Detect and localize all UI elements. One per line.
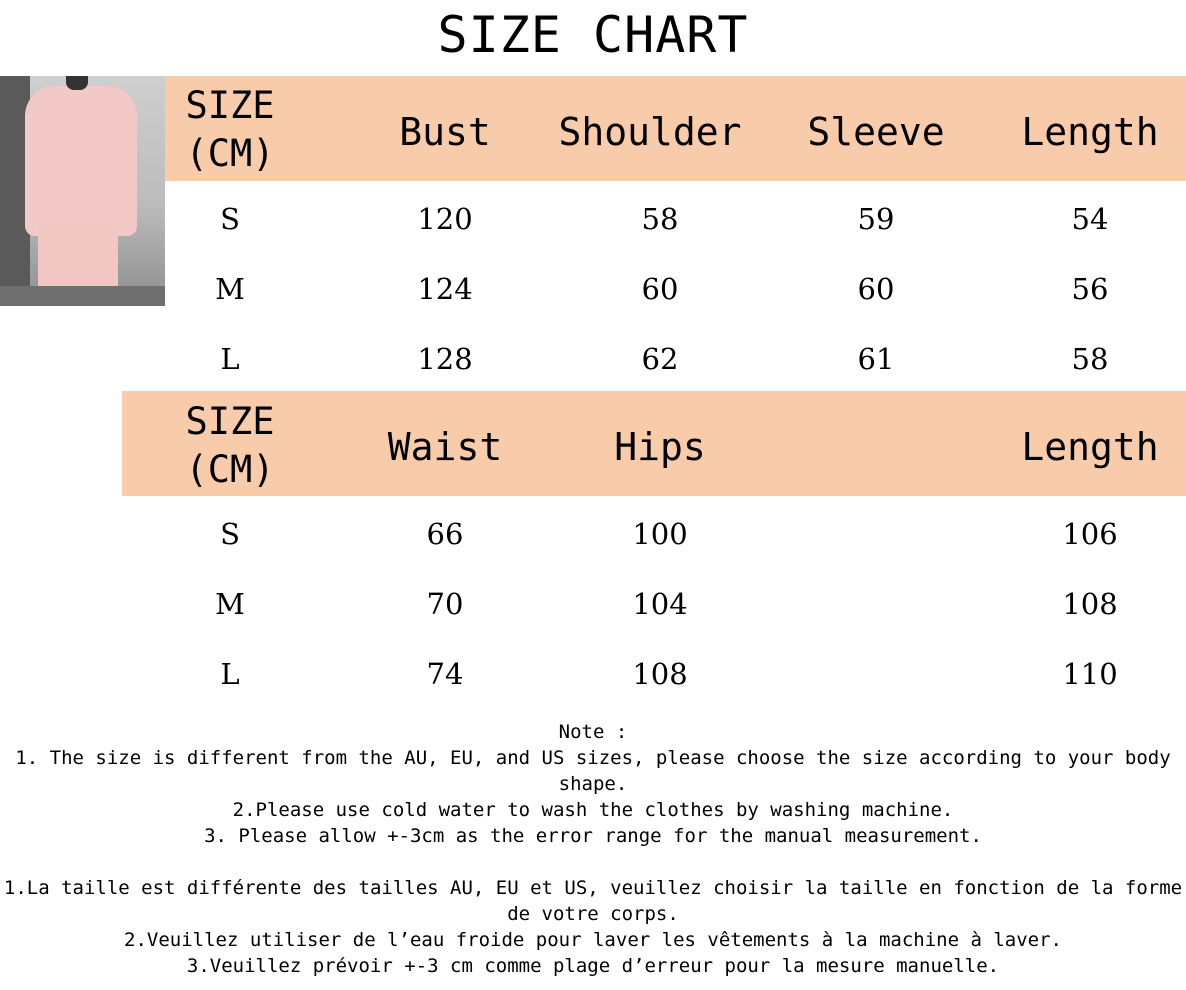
bottom-row-m-hips: 104 [632, 587, 688, 621]
top-row-l-sleeve: 61 [857, 342, 895, 376]
bottom-row-l-hips: 108 [632, 657, 688, 691]
note-fr-3: 3.Veuillez prévoir +-3 cm comme plage d’erreur pour la mesure manuelle. [186, 955, 1000, 977]
top-row-m-sleeve: 60 [857, 272, 895, 306]
note-en-3: 3. Please allow +-3cm as the error range for the manual measurement. [204, 825, 982, 847]
top-row-s-length: 54 [1071, 202, 1109, 236]
top-row-m-length: 56 [1071, 272, 1109, 306]
bottom-row-m-size: M [215, 587, 245, 621]
note-en-2: 2.Please use cold water to wash the clothes by washing machine. [232, 799, 954, 821]
top-size-header: SIZE (CM) [185, 84, 275, 175]
bottom-header-hips: Hips [614, 425, 706, 469]
bottom-row-s-length: 106 [1062, 517, 1118, 551]
bottom-header-waist: Waist [387, 425, 503, 469]
top-row-s-shoulder: 58 [641, 202, 679, 236]
top-header-bust: Bust [399, 110, 491, 154]
top-header-length: Length [1021, 110, 1159, 154]
top-row-s-size: S [220, 202, 240, 236]
notes-spacer [0, 849, 1186, 875]
bottom-row-m-waist: 70 [426, 587, 464, 621]
top-row-m-shoulder: 60 [641, 272, 679, 306]
notes-section [0, 719, 1186, 979]
top-row-l-bust: 128 [417, 342, 473, 376]
bottom-row-s-waist: 66 [426, 517, 464, 551]
top-header-shoulder: Shoulder [558, 110, 742, 154]
note-fr-1: 1.La taille est différente des tailles AU, EU et US, veuillez choisir la taille en fonction de la forme de votre corps. [3, 877, 1183, 925]
bottom-size-header: SIZE (CM) [185, 400, 275, 491]
bottom-header-length: Length [1021, 425, 1159, 469]
note-fr-2: 2.Veuillez utiliser de l’eau froide pour laver les vêtements à la machine à laver. [124, 929, 1062, 951]
note-en-1: 1. The size is different from the AU, EU, and US sizes, please choose the size according to your body shape. [15, 747, 1171, 795]
top-row-l-size: L [220, 342, 240, 376]
bottom-row-l-waist: 74 [426, 657, 464, 691]
bottom-row-m-length: 108 [1062, 587, 1118, 621]
top-row-s-sleeve: 59 [857, 202, 895, 236]
top-row-s-bust: 120 [417, 202, 473, 236]
top-row-m-bust: 124 [417, 272, 473, 306]
notes-heading: Note : [558, 721, 628, 743]
top-row-m-size: M [215, 272, 245, 306]
top-row-l-length: 58 [1071, 342, 1109, 376]
bottom-row-l-length: 110 [1062, 657, 1118, 691]
top-row-l-shoulder: 62 [641, 342, 679, 376]
model-photo [0, 76, 165, 306]
top-header-sleeve: Sleeve [807, 110, 945, 154]
bottom-row-s-hips: 100 [632, 517, 688, 551]
page-title: SIZE CHART [437, 6, 749, 64]
bottom-row-l-size: L [220, 657, 240, 691]
bottom-row-s-size: S [220, 517, 240, 551]
